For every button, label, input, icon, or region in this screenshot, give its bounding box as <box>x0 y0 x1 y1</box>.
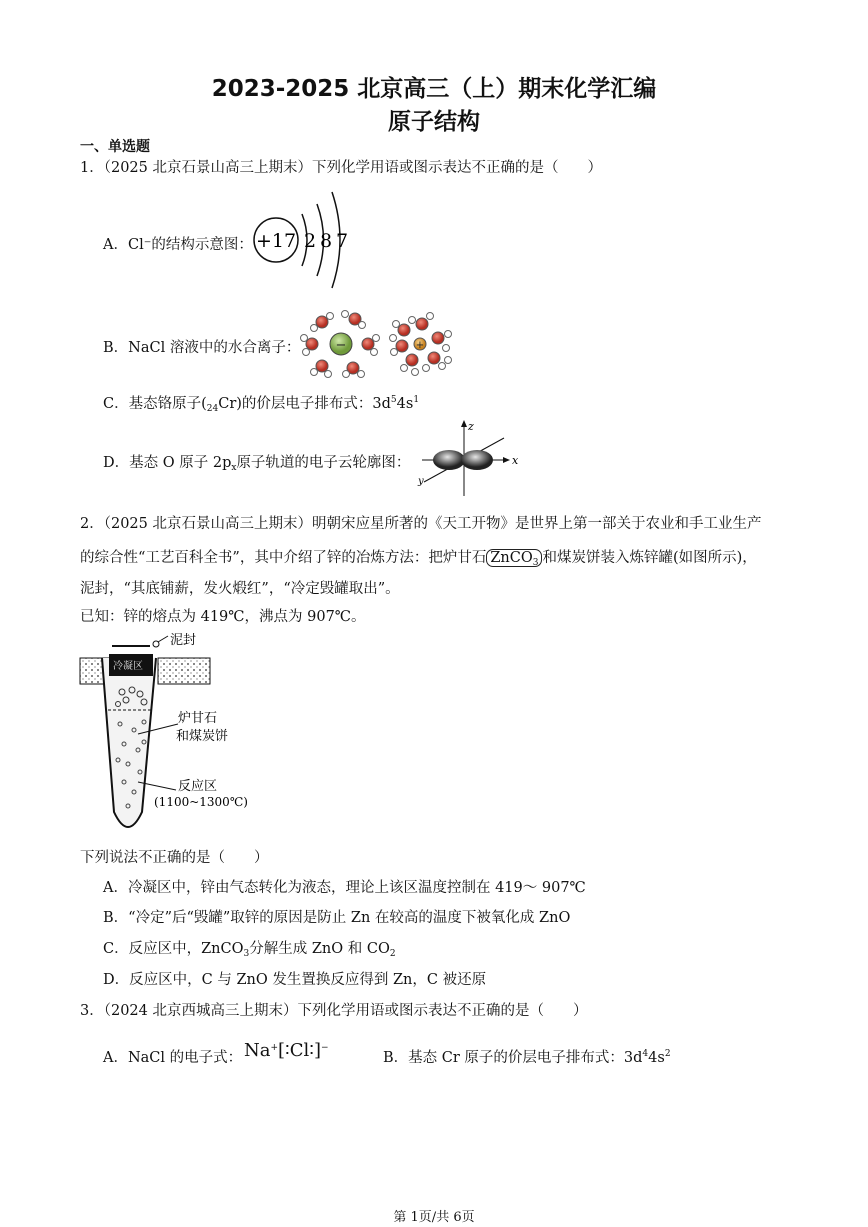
cl-bracket: [∶Cl∶] <box>278 1040 321 1061</box>
cl-ion-structure-diagram <box>250 182 360 297</box>
q2c-1: C．反应区中，ZnCO <box>103 941 244 957</box>
document-title: 2023-2025 北京高三（上）期末化学汇编 <box>211 76 657 102</box>
c-text-2: Cr)的价层电子排布式：3d <box>218 396 391 412</box>
q3-option-b <box>383 1046 671 1067</box>
q3b-1: B．基态 Cr 原子的价层电子排布式：3d <box>383 1050 643 1066</box>
d-text-1: D．基态 O 原子 2p <box>103 455 232 471</box>
document-subtitle: 原子结构 <box>388 109 480 135</box>
question-2-given: 已知：锌的熔点为 419℃，沸点为 907℃。 <box>80 609 366 625</box>
q3-option-a-label: A．NaCl 的电子式： <box>103 1050 243 1066</box>
page-number: 第 1页/共 6页 <box>393 1210 475 1225</box>
na-charge: + <box>270 1043 279 1053</box>
q2-option-b: B．“冷定”后“毁罐”取锌的原因是防止 Zn 在较高的温度下被氧化成 ZnO <box>103 910 571 926</box>
q3b-sup-2: 2 <box>664 1049 671 1059</box>
q1-option-c <box>103 392 419 414</box>
d-text-2: 原子轨道的电子云轮廓图： <box>236 455 411 471</box>
q2-option-a: A．冷凝区中，锌由气态转化为液态，理论上该区温度控制在 419～ 907℃ <box>103 880 586 896</box>
q1-option-b-label: B．NaCl 溶液中的水合离子： <box>103 340 301 356</box>
plus-sign: + <box>415 340 425 351</box>
seal-label: 泥封 <box>170 633 197 648</box>
q2-line2-post: 和煤炭饼装入炼锌罐(如图所示)， <box>542 550 757 566</box>
question-2-line-3: 泥封，“其底铺薪，发火煅红”，“冷定毁罐取出”。 <box>80 581 400 597</box>
x-axis-label: x <box>512 454 519 467</box>
hydrated-ions-diagram <box>300 308 455 380</box>
question-1-stem: 1．（2025 北京石景山高三上期末）下列化学用语或图示表达不正确的是（ ） <box>80 160 602 176</box>
znco3-sub: 3 <box>532 558 539 568</box>
q3b-2: 4s <box>648 1050 665 1066</box>
ground-right <box>158 658 210 684</box>
nucleus-charge: +17 <box>255 230 297 252</box>
reaction-zone-label: 反应区 <box>178 779 218 794</box>
cl-charge: − <box>320 1043 329 1053</box>
c-text-3: 4s <box>396 396 414 412</box>
zinc-smelting-crucible-figure <box>78 632 258 837</box>
shell-1-count: 2 <box>303 230 317 252</box>
minus-sign: − <box>335 338 347 353</box>
q2-option-c <box>103 937 396 959</box>
z-axis-label: z <box>468 420 474 433</box>
c-sup-1: 1 <box>413 395 420 405</box>
q2-line2-pre: 的综合性“工艺百科全书”，其中介绍了锌的冶炼方法：把炉甘石 <box>80 550 487 566</box>
d-sub-x: x <box>231 463 237 473</box>
q2c-2: 分解生成 ZnO 和 CO <box>249 941 390 957</box>
question-2-ask: 下列说法不正确的是（ ） <box>80 850 269 866</box>
section-heading: 一、单选题 <box>80 139 150 155</box>
znco3-formula <box>486 549 542 567</box>
sodium-hydration-shell <box>390 313 452 376</box>
c-text-1: C．基态铬原子( <box>103 396 207 412</box>
condensation-zone-label: 冷凝区 <box>113 661 143 672</box>
question-3-stem: 3．（2024 北京西城高三上期末）下列化学用语或图示表达不正确的是（ ） <box>80 1003 588 1019</box>
ore-label-1: 炉甘石 <box>178 711 218 726</box>
ore-label-2: 和煤炭饼 <box>176 729 229 744</box>
q2c-sub-2: 2 <box>389 949 396 959</box>
c-sub-24: 24 <box>206 404 219 414</box>
question-2-line-1: 2．（2025 北京石景山高三上期末）明朝宋应星所著的《天工开物》是世界上第一部关于农业和手工业生产 <box>80 516 762 532</box>
q1-option-a-label: A．Cl⁻的结构示意图： <box>103 237 253 253</box>
q1-option-d <box>103 451 410 473</box>
q3b-sup-4: 4 <box>642 1049 649 1059</box>
q2-option-d: D．反应区中，C 与 ZnO 发生置换反应得到 Zn，C 被还原 <box>103 972 487 988</box>
question-2-line-2 <box>80 546 757 568</box>
znco3-text: ZnCO <box>490 550 533 566</box>
y-axis-label: y <box>418 476 424 487</box>
shell-3-count: 7 <box>335 230 349 252</box>
chloride-hydration-shell <box>301 311 380 378</box>
reaction-temp-label: (1100~1300℃) <box>154 795 248 809</box>
crucible-wall <box>102 658 156 827</box>
2px-orbital-diagram <box>414 418 522 500</box>
c-sup-5: 5 <box>390 395 397 405</box>
nacl-electron-formula <box>244 1040 329 1061</box>
shell-2-count: 8 <box>319 230 333 252</box>
q2c-sub-3: 3 <box>243 949 250 959</box>
na-symbol: Na <box>244 1040 271 1061</box>
